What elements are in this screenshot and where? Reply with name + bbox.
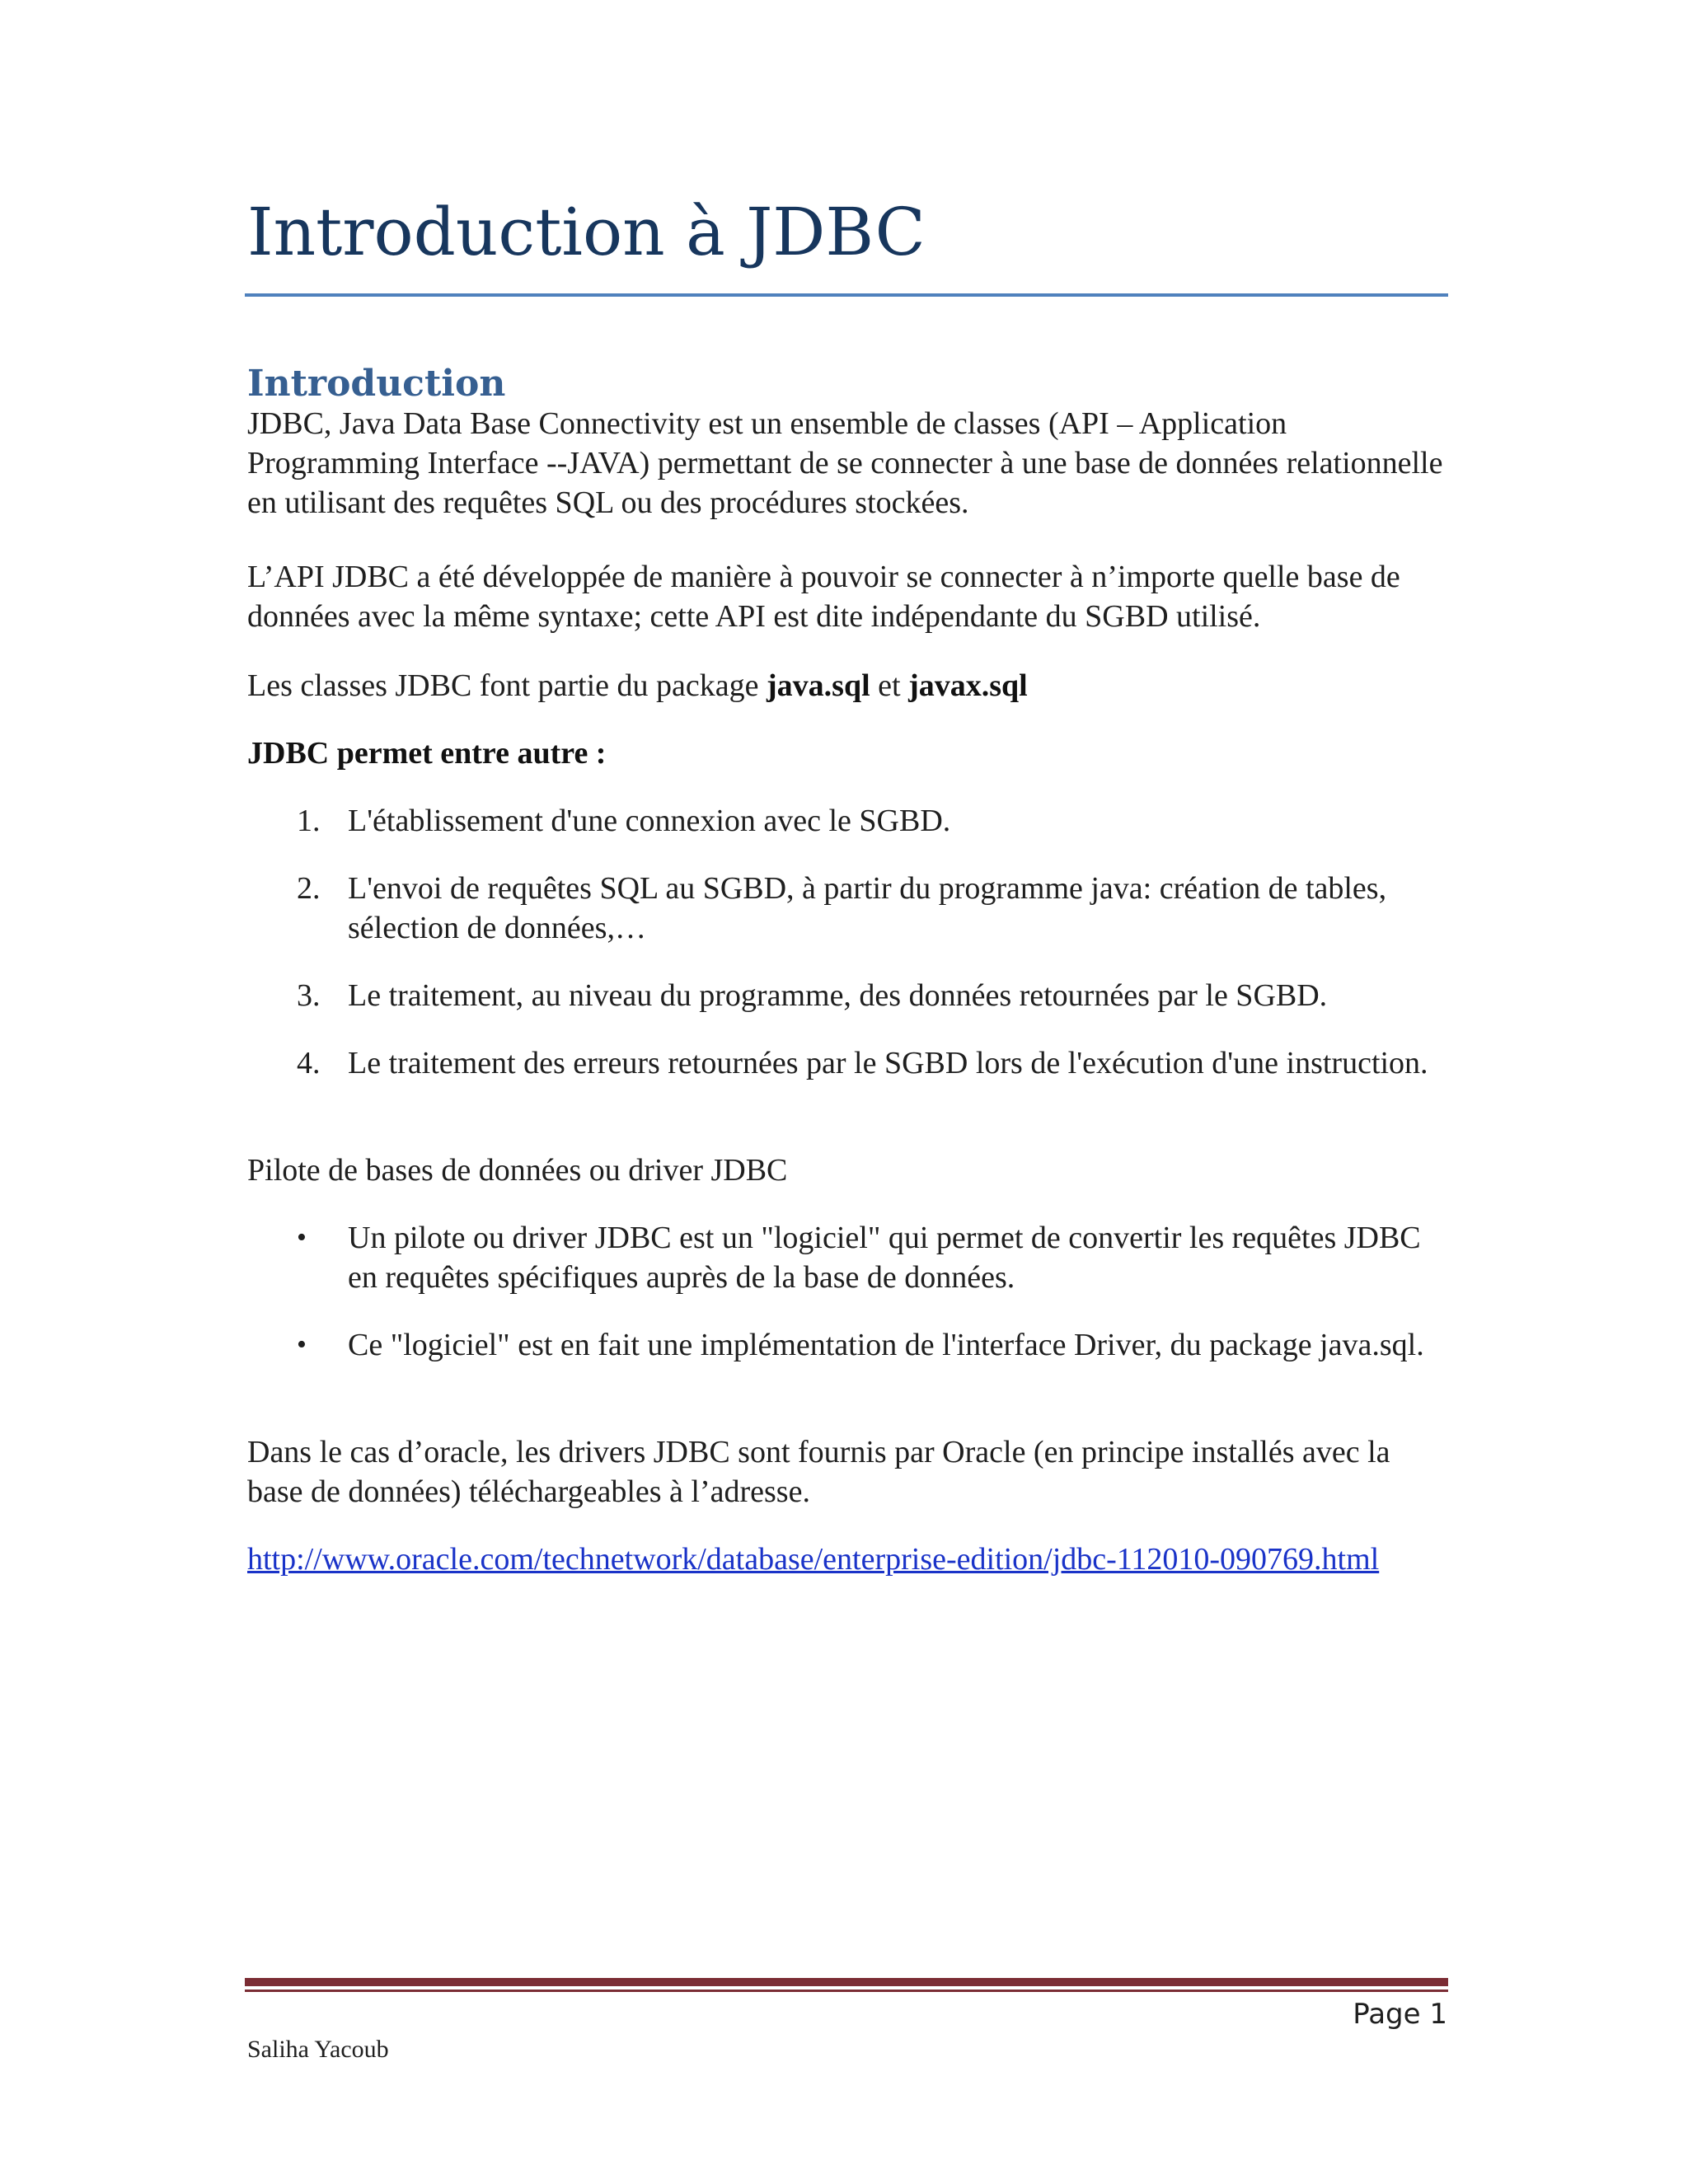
list-item [297,1325,1451,1365]
list-item [297,801,1451,841]
list-text-1: L'établissement d'une connexion avec le SGBD. [348,804,951,838]
driver-heading-paragraph: Pilote de bases de données ou driver JDBC [247,1153,788,1188]
package-java-sql: java.sql [767,668,870,703]
list-text-3: Le traitement, au niveau du programme, des données retournées par le SGBD. [348,978,1328,1013]
bullet-icon: • [297,1222,307,1253]
package-paragraph [247,666,1451,705]
list-item [297,869,1451,948]
list-item [297,1043,1451,1083]
list-item [297,1218,1451,1297]
list-number-3: 3. [297,978,321,1013]
page-number: Page 1 [1353,1998,1447,2031]
subheading-jdbc-permet: JDBC permet entre autre : [247,736,607,771]
title-rule [245,293,1448,297]
section-heading: Introduction [247,363,506,405]
package-connector: et [870,668,909,703]
bullet-text-1: Un pilote ou driver JDBC est un "logiciel" qui permet de convertir les requêtes JDBC en requêtes spécifiques auprès de la base de données. [348,1221,1421,1295]
list-number-2: 2. [297,871,321,906]
bullet-text-2: Ce "logiciel" est en fait une implémentation de l'interface Driver, du package java.sql. [348,1328,1424,1362]
package-javax-sql: javax.sql [908,668,1028,703]
bullet-icon: • [297,1329,307,1360]
footer-rule-thick [245,1978,1448,1986]
page-title: Introduction à JDBC [247,194,926,270]
list-number-1: 1. [297,804,321,838]
oracle-jdbc-link[interactable]: http://www.oracle.com/technetwork/database/enterprise-edition/jdbc-112010-090769.html [247,1542,1380,1577]
author-name: Saliha Yacoub [247,2036,389,2063]
list-text-4: Le traitement des erreurs retournées par le SGBD lors de l'exécution d'une instruction. [348,1046,1428,1080]
list-text-2: L'envoi de requêtes SQL au SGBD, à partir du programme java: création de tables, sélection de données,… [348,871,1387,945]
footer-rule-thin [245,1990,1448,1992]
list-number-4: 4. [297,1046,321,1080]
oracle-paragraph: Dans le cas d’oracle, les drivers JDBC sont fournis par Oracle (en principe installés avec la base de données) téléchargeables à l’adresse. [247,1435,1390,1509]
list-item [297,976,1451,1015]
intro-paragraph: JDBC, Java Data Base Connectivity est un ensemble de classes (API – Application Programming Interface --JAVA) permettant de se connecter à une base de données relationnelle en utilisant des requêtes SQL ou des procédures stockées. [247,406,1443,520]
package-paragraph-prefix: Les classes JDBC font partie du package [247,668,767,703]
api-paragraph: L’API JDBC a été développée de manière à pouvoir se connecter à n’importe quelle base de données avec la même syntaxe; cette API est dite indépendante du SGBD utilisé. [247,560,1400,634]
